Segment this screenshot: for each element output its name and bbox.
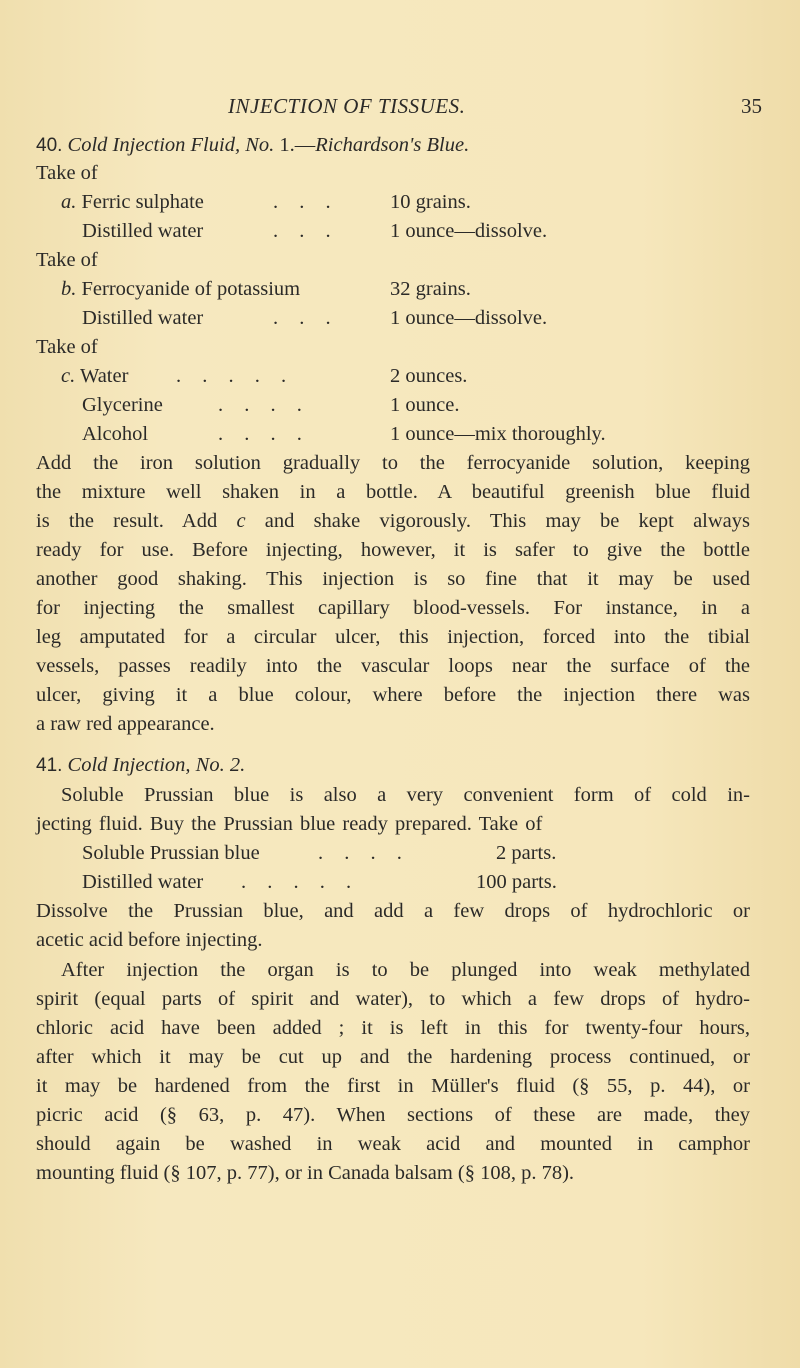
paragraph-line: Soluble Prussian blue is also a very convenient form of cold in- [61, 784, 750, 806]
recipe-dots: . . . . [218, 394, 302, 416]
paragraph-line: it may be hardened from the first in Müller's fluid (§ 55, p. 44), or [36, 1075, 750, 1097]
text-span-italic: c [236, 510, 246, 532]
ingredient-name: Ferric sulphate [81, 191, 204, 213]
paragraph-line: should again be washed in weak acid and mounted in camphor [36, 1133, 750, 1155]
paragraph-line: picric acid (§ 63, p. 47). When sections of these are made, they [36, 1104, 750, 1126]
recipe-a-qty: 10 grains. [390, 191, 471, 213]
paragraph-line: After injection the organ is to be plunged into weak methylated [61, 959, 750, 981]
paragraph-line: ulcer, giving it a blue colour, where before the injection there was [36, 684, 750, 706]
paragraph-line: after which it may be cut up and the hardening process continued, or [36, 1046, 750, 1068]
paragraph-line: spirit (equal parts of spirit and water), to which a few drops of hydro- [36, 988, 750, 1010]
recipe-c2-qty: 1 ounce. [390, 394, 460, 416]
recipe-dots: . . . [273, 307, 331, 329]
recipe-dots: . . . . [318, 842, 402, 864]
paragraph-line [36, 506, 750, 536]
take-of-label: Take of [36, 336, 98, 358]
paragraph-line: Dissolve the Prussian blue, and add a few drops of hydrochloric or [36, 900, 750, 922]
paragraph-line: leg amputated for a circular ulcer, this injection, forced into the tibial [36, 626, 750, 648]
page-header [0, 94, 800, 124]
paragraph-line: for injecting the smallest capillary blood-vessels. For instance, in a [36, 597, 750, 619]
recipe-r2-qty: 100 parts. [476, 871, 557, 893]
paragraph-line: ready for use. Before injecting, however, it is safer to give the bottle [36, 539, 750, 561]
paragraph-line: another good shaking. This injection is so fine that it may be used [36, 568, 750, 590]
paragraph-line: Add the iron solution gradually to the ferrocyanide solution, keeping [36, 452, 750, 474]
section-number: 41. [36, 755, 63, 776]
recipe-dots: . . . . [218, 423, 302, 445]
recipe-c2-item: Glycerine [82, 394, 163, 416]
paragraph-line: the mixture well shaken in a bottle. A beautiful greenish blue fluid [36, 481, 750, 503]
section-title-number: 2. [229, 754, 246, 776]
text-span: is the result. Add [36, 510, 218, 532]
section-number: 40. [36, 135, 63, 156]
recipe-a-item [61, 187, 204, 217]
section-title-number: 1. [279, 134, 295, 156]
ingredient-name: Ferrocyanide of potassium [81, 278, 301, 300]
ingredient-name: Water [80, 365, 129, 387]
recipe-b2-qty: 1 ounce—dissolve. [390, 307, 548, 329]
text-span: and shake vigorously. This may be kept always [264, 510, 750, 532]
take-of-label: Take of [36, 249, 98, 271]
recipe-a2-item: Distilled water [82, 220, 204, 242]
section-subtitle: Richardson's Blue. [315, 134, 470, 156]
section-title: Cold Injection, No. [67, 754, 225, 776]
recipe-b2-item: Distilled water [82, 307, 204, 329]
title-dash: — [294, 134, 316, 156]
recipe-dots: . . . [273, 220, 331, 242]
section-41-heading [36, 750, 750, 780]
paragraph-line: a raw red appearance. [36, 713, 215, 735]
recipe-c-item [61, 361, 128, 391]
take-of-label: Take of [36, 162, 98, 184]
recipe-letter: c. [61, 365, 76, 387]
recipe-c3-qty: 1 ounce—mix thoroughly. [390, 423, 606, 445]
section-title: Cold Injection Fluid, No. [67, 134, 275, 156]
recipe-b-item [61, 274, 300, 304]
recipe-dots: . . . [273, 191, 331, 213]
recipe-r1-qty: 2 parts. [496, 842, 557, 864]
section-40-heading [36, 130, 750, 160]
recipe-r1-item: Soluble Prussian blue [82, 842, 260, 864]
paragraph-line: chloric acid have been added ; it is left in this for twenty-four hours, [36, 1017, 750, 1039]
recipe-c-qty: 2 ounces. [390, 365, 468, 387]
paragraph-line: acetic acid before injecting. [36, 929, 263, 951]
paragraph-line: jecting fluid. Buy the Prussian blue ready prepared. Take of [36, 813, 543, 835]
recipe-letter: b. [61, 278, 77, 300]
recipe-a2-qty: 1 ounce—dissolve. [390, 220, 548, 242]
running-head: INJECTION OF TISSUES. [228, 94, 466, 118]
recipe-dots: . . . . . [176, 365, 287, 387]
recipe-c3-item: Alcohol [82, 423, 149, 445]
page-number: 35 [741, 94, 762, 118]
recipe-r2-item: Distilled water [82, 871, 204, 893]
paragraph-line: vessels, passes readily into the vascular loops near the surface of the [36, 655, 750, 677]
recipe-letter: a. [61, 191, 77, 213]
paragraph-line: mounting fluid (§ 107, p. 77), or in Canada balsam (§ 108, p. 78). [36, 1162, 575, 1184]
recipe-dots: . . . . . [241, 871, 352, 893]
recipe-b-qty: 32 grains. [390, 278, 471, 300]
